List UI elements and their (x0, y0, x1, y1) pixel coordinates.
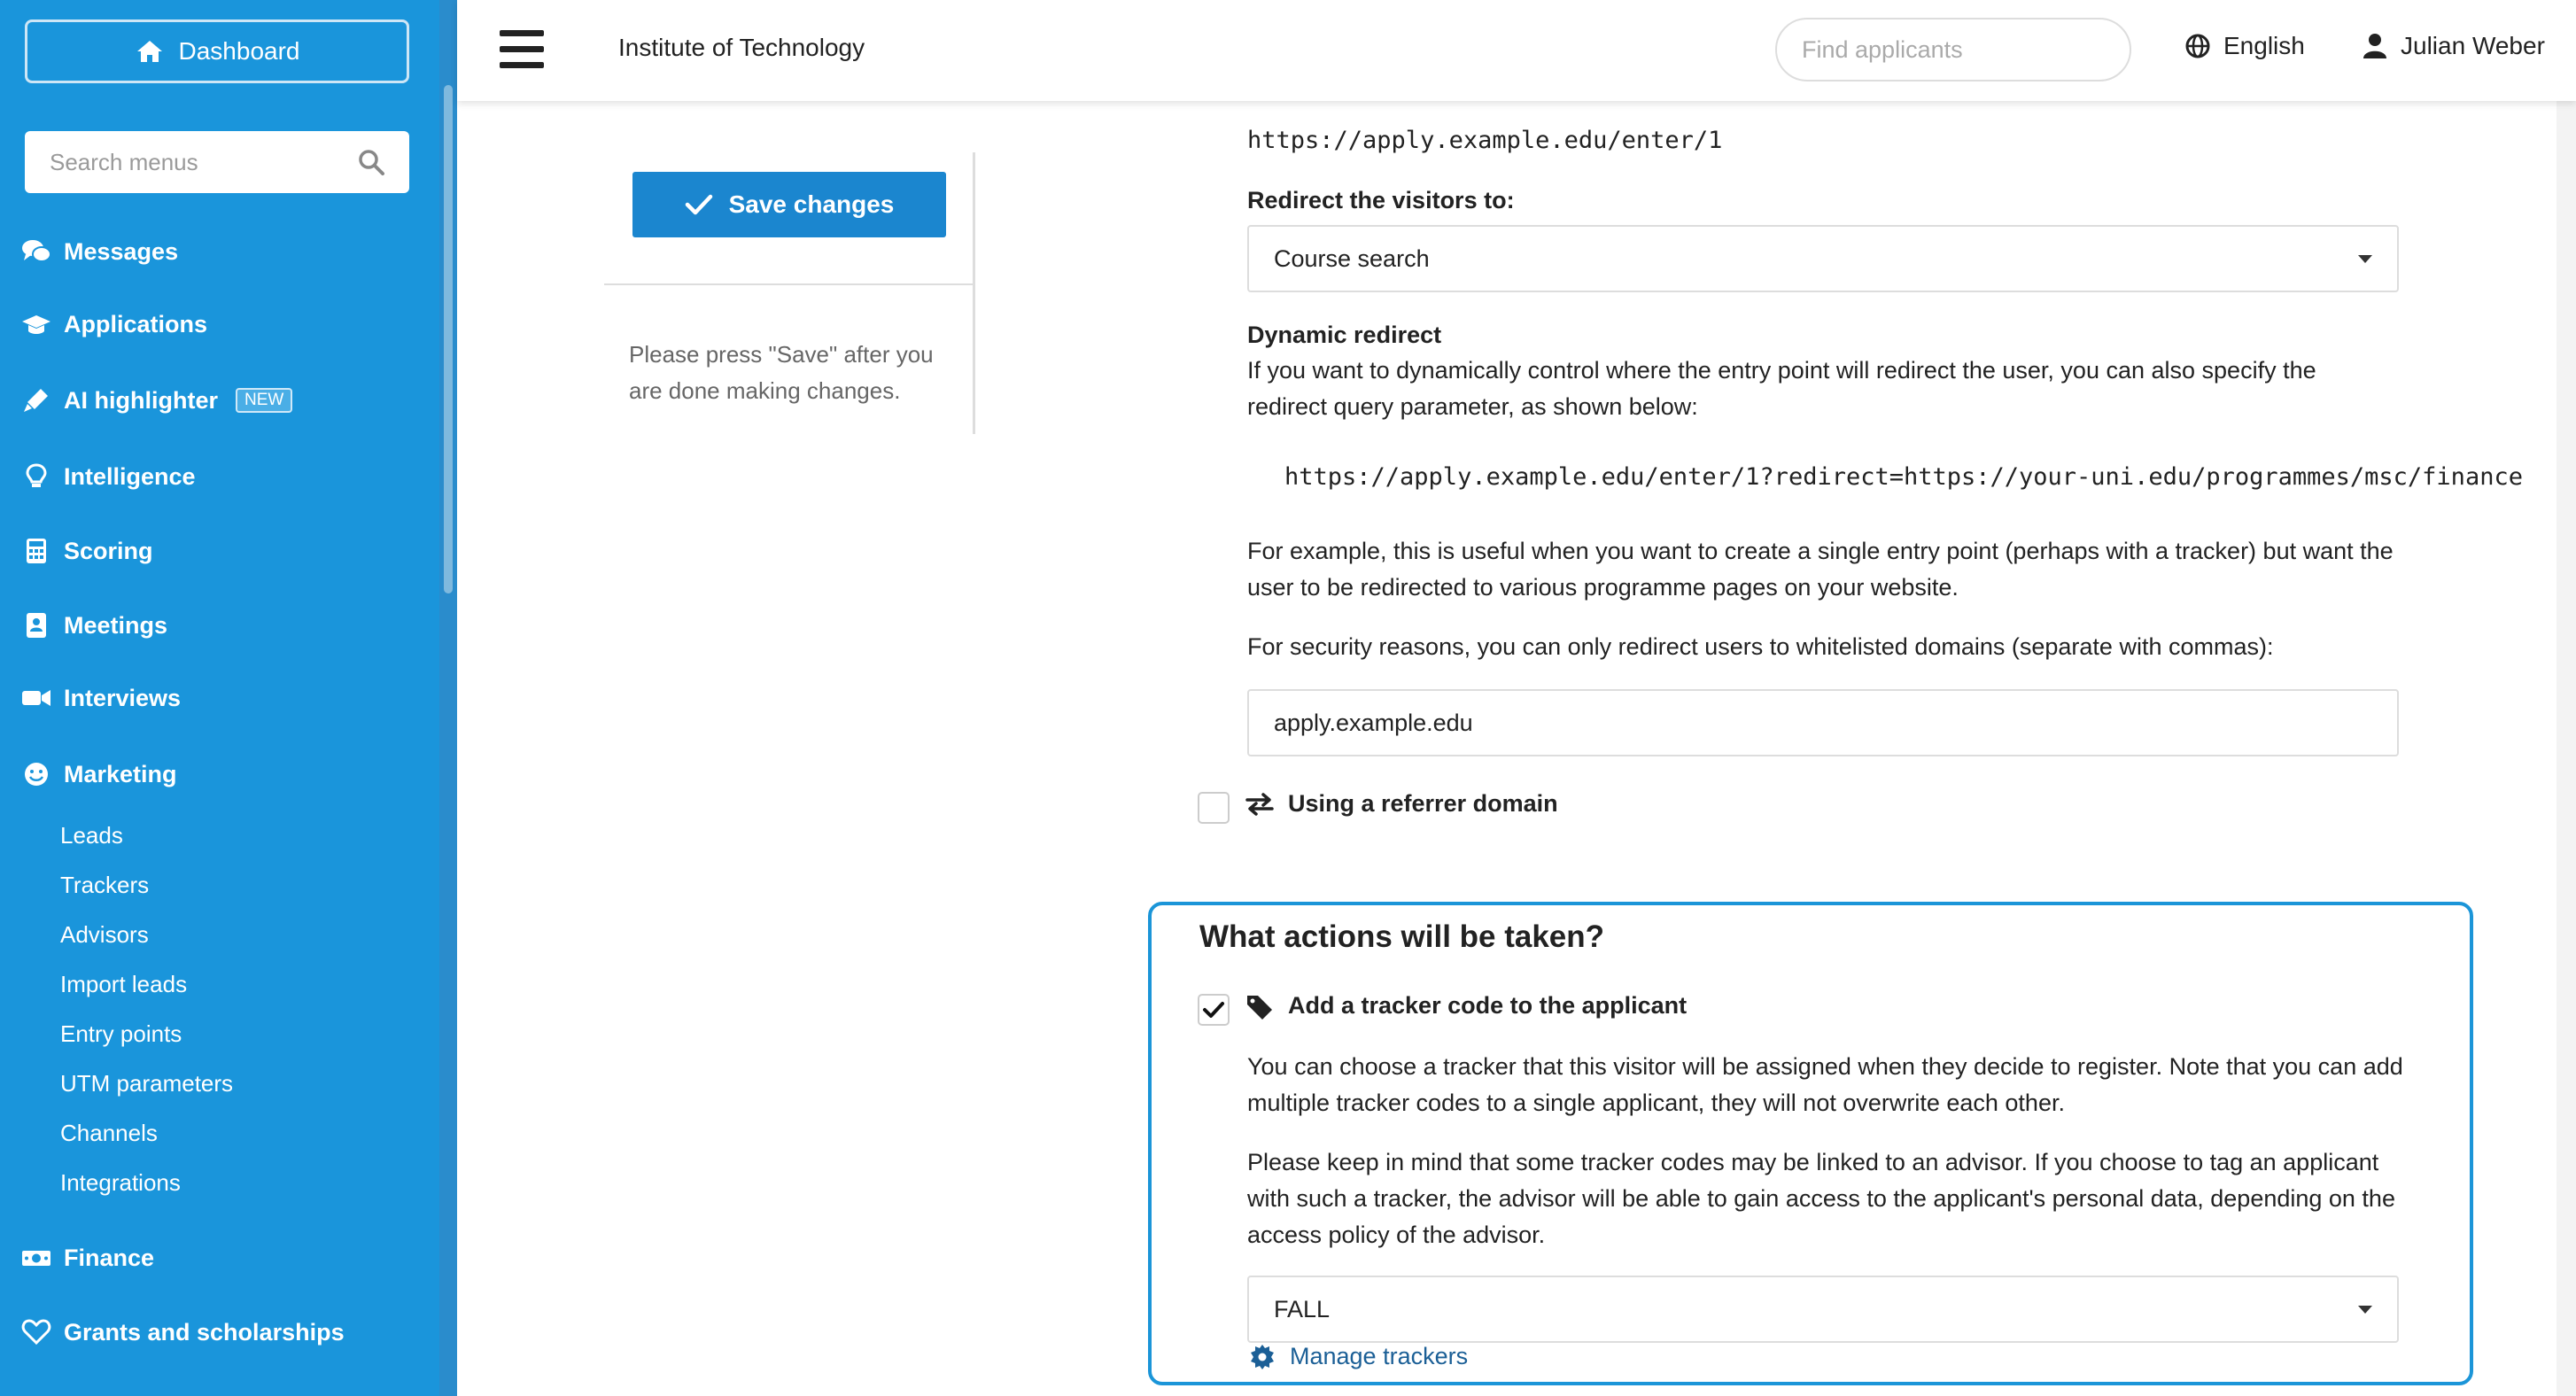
globe-icon (2184, 33, 2211, 59)
user-icon (2362, 33, 2388, 59)
entry-point-url: https://apply.example.edu/enter/1 (1247, 127, 1723, 154)
redirect-select[interactable] (1247, 225, 2399, 292)
tracker-description: You can choose a tracker that this visitor will be assigned when they decide to register. Note that you can add multiple tracker codes to a single applicant, they will not overwrite each other. (1247, 1053, 2403, 1116)
sidebar-item-scoring[interactable] (21, 531, 153, 570)
search-icon[interactable] (358, 149, 384, 175)
exchange-arrows-icon (1245, 791, 1274, 818)
actions-title: What actions will be taken? (1199, 919, 1605, 954)
sidebar-item-label: Meetings (64, 611, 168, 639)
save-changes-label: Save changes (728, 190, 895, 218)
money-bill-icon (21, 1245, 51, 1271)
security-note: For security reasons, you can only redirect users to whitelisted domains (separate with commas): (1247, 633, 2274, 660)
tracker-selected-value: FALL (1274, 1295, 1331, 1322)
manage-trackers-label: Manage trackers (1290, 1343, 1469, 1369)
sidebar-scroll-thumb[interactable] (444, 85, 453, 593)
contact-book-icon (21, 612, 51, 639)
whitelist-domains-input[interactable] (1247, 689, 2399, 756)
sidebar-item-label: Grants and scholarships (64, 1318, 345, 1346)
user-menu[interactable] (2362, 32, 2545, 60)
sidebar-item-intelligence[interactable] (21, 457, 196, 496)
save-note: Please press "Save" after you are done making changes. (629, 341, 934, 404)
video-camera-icon (21, 685, 51, 711)
graduation-cap-icon (21, 311, 51, 337)
smiley-icon (21, 761, 51, 787)
top-bar (457, 0, 2576, 101)
gear-icon (1249, 1344, 1276, 1370)
checkmark-icon (685, 192, 713, 217)
sidebar-subitem-utm-parameters[interactable]: UTM parameters (60, 1070, 234, 1097)
sidebar-item-meetings[interactable] (21, 606, 167, 645)
calculator-icon (21, 538, 51, 564)
chat-icon (21, 238, 51, 265)
find-applicants-box[interactable] (1775, 18, 2131, 81)
tracker-row[interactable] (1245, 992, 1687, 1020)
page-scrollbar[interactable] (2557, 101, 2576, 1396)
highlighter-icon (21, 387, 51, 414)
menu-search-input[interactable] (50, 149, 358, 176)
redirect-selected-value: Course search (1274, 244, 1430, 272)
sidebar-subitem-integrations[interactable]: Integrations (60, 1169, 181, 1196)
referrer-domain-checkbox[interactable] (1198, 792, 1230, 824)
checkmark-icon (1202, 1000, 1225, 1020)
caret-down-icon (2358, 255, 2372, 263)
sidebar-scrollbar[interactable] (439, 0, 457, 1396)
home-icon (135, 38, 165, 65)
sidebar-item-interviews[interactable] (21, 679, 181, 717)
whitelist-domains-value: apply.example.edu (1274, 709, 1473, 736)
example-note: For example, this is useful when you want to create a single entry point (perhaps with a tracker) but want the user to be redirected to various programme pages on your website. (1247, 538, 2394, 601)
menu-search-box[interactable] (25, 131, 409, 193)
tracker-advisor-note: Please keep in mind that some tracker codes may be linked to an advisor. If you choose to tag an applicant with such a tracker, the advisor will be able to gain access to the applicant's personal data, depending on the access policy of the advisor. (1247, 1149, 2395, 1248)
sidebar-subitem-channels[interactable]: Channels (60, 1120, 158, 1146)
dashboard-button[interactable] (25, 19, 409, 83)
sidebar-item-label: Interviews (64, 684, 182, 711)
heart-icon (21, 1319, 51, 1346)
hamburger-menu-icon[interactable] (500, 30, 544, 69)
dashboard-label: Dashboard (178, 37, 300, 65)
find-applicants-input[interactable] (1802, 36, 2115, 64)
sidebar-subitem-leads[interactable]: Leads (60, 822, 123, 849)
referrer-domain-row[interactable] (1245, 790, 1558, 818)
sidebar-item-applications[interactable] (21, 305, 207, 344)
panel-divider (973, 152, 975, 434)
dynamic-redirect-example: https://apply.example.edu/enter/1?redirect=https://your-uni.edu/programmes/msc/finance (1284, 463, 2523, 491)
sidebar-item-label: Finance (64, 1244, 155, 1271)
sidebar (0, 0, 439, 1396)
language-selector[interactable] (2184, 32, 2305, 60)
sidebar-item-finance[interactable] (21, 1238, 154, 1277)
language-label: English (2223, 32, 2305, 59)
organization-name: Institute of Technology (618, 34, 865, 61)
sidebar-item-label: Messages (64, 237, 179, 265)
sidebar-item-grants[interactable] (21, 1313, 345, 1352)
redirect-label: Redirect the visitors to: (1247, 187, 1515, 213)
sidebar-item-messages[interactable] (21, 232, 178, 271)
lightbulb-icon (21, 463, 51, 490)
dynamic-redirect-title: Dynamic redirect (1247, 322, 1442, 348)
sidebar-item-label: Scoring (64, 537, 153, 564)
sidebar-item-label: Intelligence (64, 462, 196, 490)
user-name: Julian Weber (2401, 32, 2545, 59)
sidebar-item-ai-highlighter[interactable] (21, 381, 292, 420)
sidebar-subitem-trackers[interactable]: Trackers (60, 872, 150, 898)
sidebar-subitem-import-leads[interactable]: Import leads (60, 971, 188, 997)
caret-down-icon (2358, 1306, 2372, 1314)
sidebar-subitem-entry-points[interactable]: Entry points (60, 1020, 182, 1047)
manage-trackers-link[interactable] (1249, 1343, 1468, 1370)
sidebar-item-label: Applications (64, 310, 208, 337)
tracker-label: Add a tracker code to the applicant (1288, 992, 1688, 1019)
sidebar-subitem-advisors[interactable]: Advisors (60, 921, 149, 948)
dynamic-redirect-description: If you want to dynamically control where the entry point will redirect the user, you can also specify the redirect query parameter, as shown below: (1247, 357, 2316, 420)
referrer-domain-label: Using a referrer domain (1288, 790, 1558, 817)
tracker-checkbox[interactable] (1198, 994, 1230, 1026)
sidebar-item-label: Marketing (64, 760, 177, 787)
tracker-select[interactable] (1247, 1276, 2399, 1343)
panel-divider (604, 283, 973, 285)
save-changes-button[interactable] (632, 172, 946, 237)
new-badge: NEW (236, 388, 292, 413)
sidebar-item-marketing[interactable] (21, 755, 177, 794)
tag-icon (1245, 993, 1274, 1020)
sidebar-item-label: AI highlighter (64, 386, 218, 414)
